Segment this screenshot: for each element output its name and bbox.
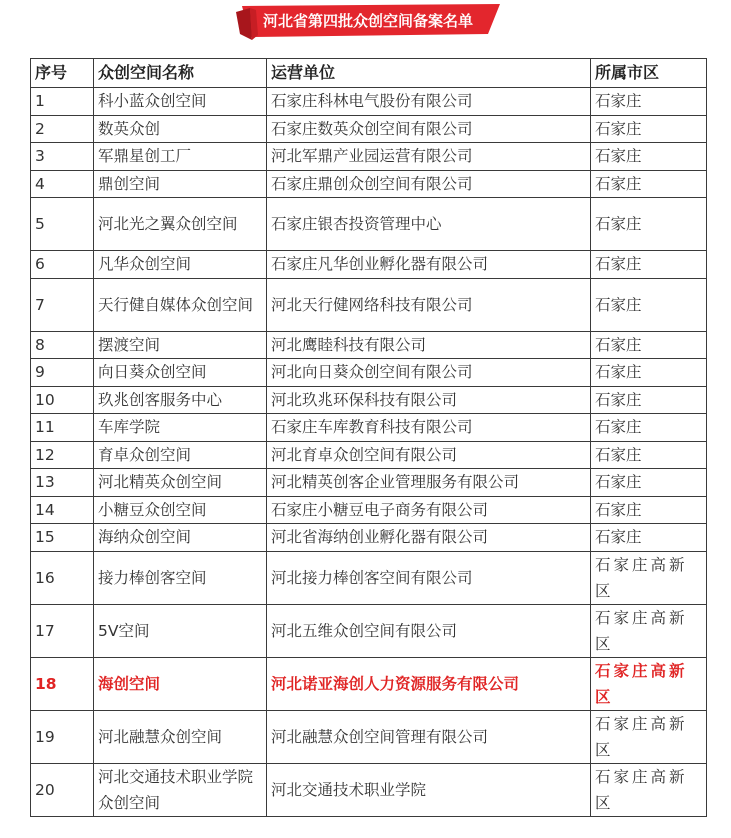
cell-operator: 河北鹰睦科技有限公司 bbox=[267, 331, 591, 359]
table-body bbox=[31, 88, 707, 817]
table-row bbox=[31, 386, 707, 414]
cell-district: 石家庄 bbox=[591, 278, 707, 331]
cell-space-name: 河北融慧众创空间 bbox=[94, 710, 267, 763]
cell-space-name: 凡华众创空间 bbox=[94, 251, 267, 279]
cell-operator: 河北融慧众创空间管理有限公司 bbox=[267, 710, 591, 763]
cell-serial-number: 11 bbox=[31, 414, 94, 442]
cell-space-name: 鼎创空间 bbox=[94, 170, 267, 198]
registry-table bbox=[30, 58, 707, 817]
cell-district: 石家庄 bbox=[591, 198, 707, 251]
cell-serial-number: 2 bbox=[31, 115, 94, 143]
cell-space-name: 天行健自媒体众创空间 bbox=[94, 278, 267, 331]
table-row bbox=[31, 496, 707, 524]
cell-district: 石家庄 bbox=[591, 331, 707, 359]
cell-space-name: 海纳众创空间 bbox=[94, 524, 267, 552]
cell-operator: 河北玖兆环保科技有限公司 bbox=[267, 386, 591, 414]
cell-operator: 河北五维众创空间有限公司 bbox=[267, 604, 591, 657]
cell-serial-number: 3 bbox=[31, 143, 94, 171]
cell-district: 石家庄高新区 bbox=[591, 604, 707, 657]
cell-space-name: 摆渡空间 bbox=[94, 331, 267, 359]
header-space-name: 众创空间名称 bbox=[94, 59, 267, 88]
table-row bbox=[31, 763, 707, 816]
cell-district: 石家庄 bbox=[591, 524, 707, 552]
cell-space-name: 小糖豆众创空间 bbox=[94, 496, 267, 524]
table-row bbox=[31, 469, 707, 497]
cell-district: 石家庄 bbox=[591, 88, 707, 116]
cell-space-name: 海创空间 bbox=[94, 657, 267, 710]
cell-serial-number: 16 bbox=[31, 551, 94, 604]
cell-space-name: 军鼎星创工厂 bbox=[94, 143, 267, 171]
cell-operator: 河北军鼎产业园运营有限公司 bbox=[267, 143, 591, 171]
title-banner bbox=[236, 4, 500, 40]
cell-operator: 石家庄银杏投资管理中心 bbox=[267, 198, 591, 251]
cell-district: 石家庄 bbox=[591, 496, 707, 524]
cell-operator: 河北交通技术职业学院 bbox=[267, 763, 591, 816]
cell-operator: 河北诺亚海创人力资源服务有限公司 bbox=[267, 657, 591, 710]
page-title: 河北省第四批众创空间备案名单 bbox=[262, 12, 473, 30]
header-district: 所属市区 bbox=[591, 59, 707, 88]
cell-space-name: 车库学院 bbox=[94, 414, 267, 442]
cell-space-name: 科小蓝众创空间 bbox=[94, 88, 267, 116]
cell-operator: 石家庄凡华创业孵化器有限公司 bbox=[267, 251, 591, 279]
cell-space-name: 玖兆创客服务中心 bbox=[94, 386, 267, 414]
cell-serial-number: 15 bbox=[31, 524, 94, 552]
cell-district: 石家庄高新区 bbox=[591, 763, 707, 816]
cell-district: 石家庄 bbox=[591, 414, 707, 442]
cell-space-name: 河北交通技术职业学院众创空间 bbox=[94, 763, 267, 816]
cell-serial-number: 7 bbox=[31, 278, 94, 331]
cell-operator: 河北天行健网络科技有限公司 bbox=[267, 278, 591, 331]
cell-district: 石家庄 bbox=[591, 251, 707, 279]
table-row bbox=[31, 551, 707, 604]
table-row bbox=[31, 331, 707, 359]
cell-operator: 河北向日葵众创空间有限公司 bbox=[267, 359, 591, 387]
cell-district: 石家庄高新区 bbox=[591, 551, 707, 604]
table-row bbox=[31, 441, 707, 469]
cell-operator: 石家庄小糖豆电子商务有限公司 bbox=[267, 496, 591, 524]
table-row bbox=[31, 359, 707, 387]
table-row bbox=[31, 198, 707, 251]
cell-serial-number: 12 bbox=[31, 441, 94, 469]
table-row bbox=[31, 414, 707, 442]
cell-serial-number: 19 bbox=[31, 710, 94, 763]
cell-serial-number: 18 bbox=[31, 657, 94, 710]
cell-district: 石家庄 bbox=[591, 115, 707, 143]
cell-district: 石家庄 bbox=[591, 359, 707, 387]
cell-district: 石家庄 bbox=[591, 386, 707, 414]
cell-district: 石家庄 bbox=[591, 143, 707, 171]
cell-district: 石家庄 bbox=[591, 170, 707, 198]
table-row bbox=[31, 170, 707, 198]
cell-operator: 河北精英创客企业管理服务有限公司 bbox=[267, 469, 591, 497]
header-operator: 运营单位 bbox=[267, 59, 591, 88]
cell-operator: 河北省海纳创业孵化器有限公司 bbox=[267, 524, 591, 552]
cell-serial-number: 20 bbox=[31, 763, 94, 816]
cell-space-name: 向日葵众创空间 bbox=[94, 359, 267, 387]
table-row bbox=[31, 88, 707, 116]
cell-serial-number: 17 bbox=[31, 604, 94, 657]
cell-operator: 石家庄车库教育科技有限公司 bbox=[267, 414, 591, 442]
table-header-row bbox=[31, 59, 707, 88]
cell-district: 石家庄 bbox=[591, 469, 707, 497]
cell-operator: 石家庄鼎创众创空间有限公司 bbox=[267, 170, 591, 198]
table-row bbox=[31, 604, 707, 657]
cell-serial-number: 13 bbox=[31, 469, 94, 497]
cell-operator: 石家庄科林电气股份有限公司 bbox=[267, 88, 591, 116]
cell-space-name: 5V空间 bbox=[94, 604, 267, 657]
cell-serial-number: 1 bbox=[31, 88, 94, 116]
cell-space-name: 河北精英众创空间 bbox=[94, 469, 267, 497]
cell-serial-number: 4 bbox=[31, 170, 94, 198]
cell-serial-number: 9 bbox=[31, 359, 94, 387]
cell-district: 石家庄高新区 bbox=[591, 657, 707, 710]
table-row bbox=[31, 143, 707, 171]
cell-space-name: 接力棒创客空间 bbox=[94, 551, 267, 604]
cell-space-name: 数英众创 bbox=[94, 115, 267, 143]
table-row bbox=[31, 657, 707, 710]
header-serial-number: 序号 bbox=[31, 59, 94, 88]
table-row bbox=[31, 251, 707, 279]
table-row bbox=[31, 710, 707, 763]
table-row bbox=[31, 278, 707, 331]
cell-district: 石家庄 bbox=[591, 441, 707, 469]
cell-district: 石家庄高新区 bbox=[591, 710, 707, 763]
cell-serial-number: 14 bbox=[31, 496, 94, 524]
cell-operator: 河北接力棒创客空间有限公司 bbox=[267, 551, 591, 604]
cell-operator: 河北育卓众创空间有限公司 bbox=[267, 441, 591, 469]
cell-space-name: 育卓众创空间 bbox=[94, 441, 267, 469]
table-row bbox=[31, 115, 707, 143]
cell-operator: 石家庄数英众创空间有限公司 bbox=[267, 115, 591, 143]
table-row bbox=[31, 524, 707, 552]
cell-serial-number: 5 bbox=[31, 198, 94, 251]
cell-serial-number: 8 bbox=[31, 331, 94, 359]
cell-serial-number: 6 bbox=[31, 251, 94, 279]
cell-space-name: 河北光之翼众创空间 bbox=[94, 198, 267, 251]
cell-serial-number: 10 bbox=[31, 386, 94, 414]
